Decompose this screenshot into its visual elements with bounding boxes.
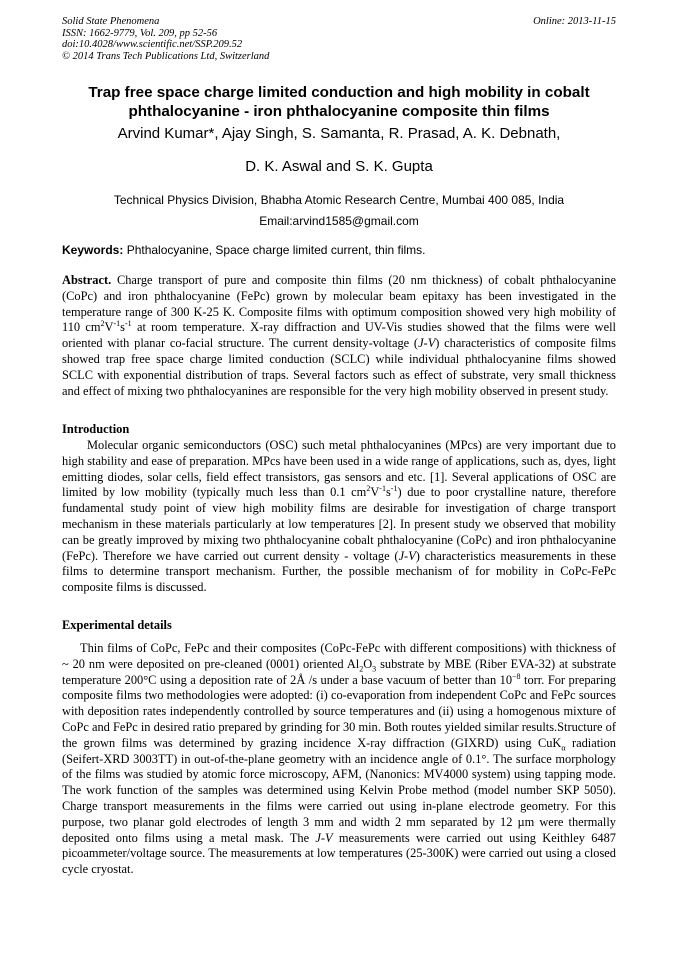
journal-doi: doi:10.4028/www.scientific.net/SSP.209.52: [62, 39, 243, 51]
keywords-text: Phthalocyanine, Space charge limited current, thin films.: [123, 243, 426, 257]
sub: 3: [372, 664, 377, 674]
sup: -1: [113, 319, 121, 329]
intro-italic: J-V: [398, 548, 416, 563]
exp-text: torr. For preparing composite films two methodologies were adopted: (i) co-evaporation from independent CoPc and FePc sources with deposition rates independently controlled by source temperatures and (ii) using a homogenous mixture of CoPc and FePc in desired ratio prepared by grinding for 30 min. Both routes yielded similar results.Structure of the grown films was determined by grazing incidence X-ray diffraction (GIXRD) using CuK: [62, 672, 616, 750]
exp-text: O: [363, 656, 373, 671]
abstract-italic: J-V: [418, 336, 436, 351]
experimental-paragraph: [62, 641, 616, 878]
abstract-text: ) characteristics of composite films showed trap free space charge limited conduction (SCLC) while individual phthalocyanine films showed SCLC with exponential distribution of traps. Several factors such as effect of substrate, very small thickness and effect of mixing two phthalocyanines are responsible for the very high mobility observed in present study.: [62, 336, 616, 398]
email: Email:arvind1585@gmail.com: [259, 214, 419, 228]
experimental-heading: Experimental details: [62, 618, 172, 632]
sub: α: [561, 743, 566, 753]
journal-name: Solid State Phenomena: [62, 16, 160, 27]
online-date: Online: 2013-11-15: [533, 16, 616, 27]
affiliation: Technical Physics Division, Bhabha Atomic Research Centre, Mumbai 400 085, India: [113, 193, 565, 207]
sub: 2: [359, 664, 364, 674]
intro-text: s: [385, 485, 391, 500]
paper-title: Trap free space charge limited conduction and high mobility in cobalt phthalocyanine - iron phthalocyanine composite thin films: [88, 84, 590, 120]
sup: 2: [366, 484, 371, 494]
intro-paragraph: [62, 438, 616, 596]
exp-text: substrate by MBE (Riber EVA-32) at substrate temperature 200°C using a deposition rate of 2Å /s under a base vacuum of better than 10: [62, 656, 616, 687]
keywords-label: Keywords:: [62, 243, 124, 257]
sup: -1: [125, 319, 132, 329]
abstract: [62, 273, 616, 399]
sup: -1: [379, 484, 386, 494]
journal-copyright: © 2014 Trans Tech Publications Ltd, Switzerland: [62, 50, 270, 62]
sup: 2: [100, 319, 105, 329]
intro-text: V: [370, 485, 380, 500]
authors-line-1: Arvind Kumar*, Ajay Singh, S. Samanta, R. Prasad, A. K. Debnath,: [117, 125, 561, 142]
abstract-text: V: [104, 320, 114, 335]
journal-issn: ISSN: 1662-9779, Vol. 209, pp 52-56: [62, 27, 218, 39]
sup: −8: [512, 671, 521, 681]
abstract-label: Abstract.: [62, 273, 112, 287]
intro-text: Molecular organic semiconductors (OSC) such metal phthalocyanines (MPcs) are very important due to high stability and ease of preparation. MPcs have been used in a wide range of applications, such as, dyes, light emitting diodes, solar cells, field effect transistors, gas sensors and etc. [1]. Several applications of OSC are limited by low mobility (typically much less than 0.1 cm: [62, 438, 616, 500]
abstract-text: at room temperature. X-ray diffraction and UV-Vis studies showed that the films were well oriented with planar co-facial structure. The current density-voltage (: [62, 320, 616, 351]
authors-line-2: D. K. Aswal and S. K. Gupta: [245, 158, 433, 175]
abstract-text: s: [120, 320, 125, 335]
intro-text: ) due to poor crystalline nature, therefore fundamental study point of view high mobility films are desirable for investigation of charge transport mechanism in these materials particularly at low temperatures [2]. In present study we observed that mobility can be greatly improved by mixing two phthalocyanine cobalt phthalocyanine (CoPc) and iron phthalocyanine (FePc). Therefore we have carried out current density - voltage (: [62, 485, 616, 563]
intro-text: ) characteristics measurements in these films to determine transport mechanism. Further, the possible mechanism of for mobility in CoPc-FePc composite films is discussed.: [62, 548, 616, 595]
abstract-text: Charge transport of pure and composite thin films (20 nm thickness) of cobalt phthalocyanine (CoPc) and iron phthalocyanine (FePc) grown by molecular beam epitaxy has been investigated in the temperature range of 300 K-25 K. Composite films with optimum composition showed very high mobility of 110 cm: [62, 273, 616, 335]
keywords: [62, 243, 616, 258]
journal-header: [62, 16, 616, 62]
exp-text: Thin films of CoPc, FePc and their composites (CoPc-FePc with different compositions) with thickness of ~ 20 nm were deposited on pre-cleaned (0001) oriented Al: [62, 641, 616, 671]
exp-italic: J-V: [315, 830, 333, 845]
intro-heading: Introduction: [62, 422, 130, 436]
exp-text: radiation (Seifert-XRD 3003TT) in out-of-the-plane geometry with an incidence angle of 0.1°. The surface morphology of the films was studied by atomic force microscopy, AFM, (Nanonics: MV4000 system) using tapping mode. The work function of the samples was determined using Kelvin Probe method (model number SKP 5050). Charge transport measurements in the films were carried out using in-plane electrode geometry. For this purpose, two planar gold electrodes of length 3 mm and width 2 mm separated by 12 µm were thermally deposited onto films using a metal mask. The: [62, 735, 616, 845]
exp-text: measurements were carried out using Keithley 6487 picoammeter/voltage source. The measurements at low temperatures (25-300K) were carried out using a closed cycle cryostat.: [62, 830, 616, 877]
sup: -1: [390, 484, 398, 494]
